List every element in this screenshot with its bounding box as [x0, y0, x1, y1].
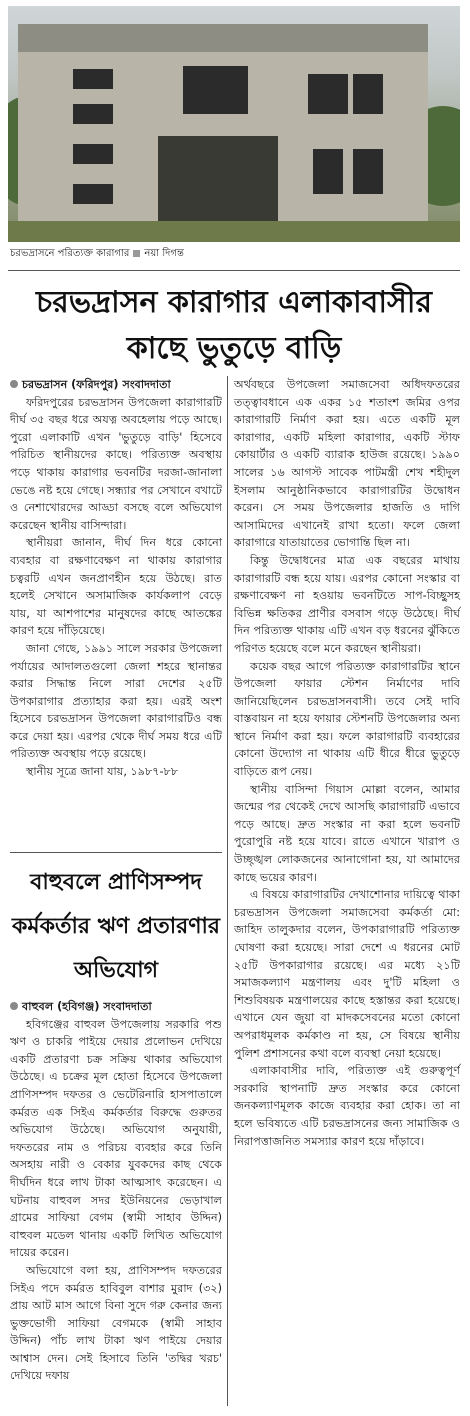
article1-paragraph: ফরিদপুরের চরভদ্রাসন উপজেলা কারাগারটি দীর্ঘ ৩৫ বছর ধরে অযত্ন অবহেলায় পড়ে আছে। পুরো এলাকাটি এখন 'ভুতুড়ে বাড়ি' হিসেবে পরিচিত স্থানীয়দের কাছে। পরিত্যক্ত অবস্থায় পড়ে থাকায় কারাগার ভবনটির দরজা-জানালা ভেঙে নষ্ট হয়ে গেছে। সন্ধ্যার পর সেখানে বখাটে ও নেশাখোরদের আড্ডা বসছে বলে অভিযোগ করেছেন স্থানীয় বাসিন্দারা।	[10, 395, 222, 532]
main-headline-line2: কাছে ভুতুড়ে বাড়ি	[126, 331, 342, 366]
news-photo	[8, 6, 460, 242]
prison-building	[18, 24, 428, 229]
bullet-icon	[10, 1002, 18, 1010]
article1-paragraph: জানা গেছে, ১৯৯১ সালে সরকার উপজেলা পর্যায়ের আদালতগুলো জেলা শহরে স্থানান্তর করার সিদ্ধান্ত নিলে সারা দেশের ২৫টি উপকারাগার প্রত্যাহার করা হয়। এরই অংশ হিসেবে চরভদ্রাসন উপজেলা কারাগারটিও বন্ধ করে দেয়া হয়। এরপর থেকে দীর্ঘ সময় ধরে এটি পরিত্যক্ত অবস্থায় পড়ে রয়েছে।	[10, 641, 222, 761]
article2-paragraph: হবিগঞ্জের বাহুবল উপজেলায় সরকারি পশু ঋণ ও চাকরি পাইয়ে দেয়ার প্রলোভন দেখিয়ে একটি প্রতারণা চক্র সক্রিয় থাকার অভিযোগ উঠেছে। এ চক্রের মূল হোতা হিসেবে উপজেলা প্রাণিসম্পদ দফতর ও ভেটেরিনারি হাসপাতালে কর্মরত এক সিইএ কর্মকর্তার বিরুদ্ধে গুরুতর অভিযোগ উঠেছে। অভিযোগ অনুযায়ী, দফতরের নাম ও পরিচয় ব্যবহার করে তিনি অসহায় নারী ও বেকার যুবকদের কাছ থেকে দীর্ঘদিন ধরে লাখ টাকা আত্মসাৎ করেছেন। এ ঘটনায় বাহুবল সদর ইউনিয়নের ভেড়াখাল গ্রামের সাফিয়া বেগম (স্বামী সাহাব উদ্দিন) বাহুবল মডেল থানায় একটি লিখিত অভিযোগ দায়ের করেন।	[10, 1017, 222, 1260]
article1-paragraph: অর্থবছরে উপজেলা সমাজসেবা অধিদফতরের তত্ত্বাবধানে এক একর ১৫ শতাংশ জমির ওপর কারাগারটি নির্মাণ করা হয়। এতে একটি মূল কারাগার, একটি মহিলা কারাগার, একটি স্টাফ কোয়ার্টার ও একটি ব্যারাক হাউজ রয়েছে। ১৯৯০ সালের ১৬ আগস্ট সাবেক পাটমন্ত্রী শেখ শহীদুল ইসলাম আনুষ্ঠানিকভাবে কারাগারটির উদ্বোধন করেন। সে সময় উপজেলার হাজতি ও দাগি আসামিদের এখানেই রাখা হতো। ফলে জেলা কারাগারে যাতায়াতের ভোগান্তি ছিল না।	[234, 378, 460, 550]
divider	[10, 852, 222, 853]
article1-paragraph: এ বিষয়ে কারাগারটির দেখাশোনার দায়িত্বে থাকা চরভদ্রাসন উপজেলা সমাজসেবা কর্মকর্তা মো: জাহিদ তালুকদার বলেন, উপকারাগারটি পরিত্যক্ত ঘোষণা করা হয়েছে। সারা দেশে এ ধরনের মোট ২৫টি উপকারাগার রয়েছে। এর মধ্যে ২১টি সমাজকল্যাণ মন্ত্রণালয় এবং দু'টি মহিলা ও শিশুবিষয়ক মন্ত্রণালয়ের কাছে হস্তান্তর করা হয়েছে। এখানে যেন জুয়া বা মাদকসেবনের মতো কোনো অপরাধমূলক কর্মকাণ্ড না হয়, সে বিষয়ে স্থানীয় পুলিশ প্রশাসনের কথা বলে ব্যবস্থা নেয়া হয়েছে।	[234, 888, 460, 1060]
caption-separator-icon	[133, 250, 140, 257]
article1-paragraph: কিন্তু উদ্বোধনের মাত্র এক বছরের মাথায় কারাগারটি বন্ধ হয়ে যায়। এরপর কোনো সংস্কার বা রক্ষণাবেক্ষণ না হওয়ায় ভবনটিতে সাপ-বিচ্ছুসহ বিভিন্ন ক্ষতিকর প্রাণীর বসবাস গড়ে উঠেছে। দীর্ঘ দিন পরিত্যক্ত থাকায় এটি এখন বড় ধরনের ঝুঁকিতে পরিণত হয়েছে বলে মনে করছেন স্থানীয়রা।	[234, 553, 460, 655]
article2-paragraph: অভিযোগে বলা হয়, প্রাণিসম্পদ দফতরের সিইএ পদে কর্মরত হাবিবুল বাশার মুরাদ (৩২) প্রায় আট মাস আগে বিনা সুদে গরু কেনার জন্য ভুক্তভোগী সাফিয়া বেগমকে (স্বামী সাহাব উদ্দিন) পাঁচ লাখ টাকা ঋণ পাইয়ে দেয়ার আশ্বাস দেন। সেই হিসাবে তিনি 'তদ্বির খরচ' দেখিয়ে দফায়	[10, 1263, 222, 1383]
article1-paragraph: এলাকাবাসীর দাবি, পরিত্যক্ত এই গুরুত্বপূর্ণ সরকারি স্থাপনাটি দ্রুত সংস্কার করে কোনো জনকল্যাণমূলক কাজে ব্যবহার করা হোক। তা না হলে ভবিষ্যতে এটি চরভদ্রাসনের জন্য সামাজিক ও নিরাপত্তাজনিত সমস্যার কারণ হয়ে দাঁড়াবে।	[234, 1064, 460, 1148]
article1-paragraph: কয়েক বছর আগে পরিত্যক্ত কারাগারটির স্থানে উপজেলা ফায়ার স্টেশন নির্মাণের দাবি জানিয়েছিলেন চরভদ্রাসনবাসী। তবে সেই দাবি বাস্তবায়ন না হয়ে ফায়ার স্টেশনটি উপজেলার অন্য স্থানে নির্মাণ করা হয়। ফলে কারাগারটি ব্যবহারের কোনো উদ্যোগ না থাকায় এটি ধীরে ধীরে ভুতুড়ে বাড়িতে রূপ নেয়।	[234, 659, 460, 779]
article1-left-column	[10, 376, 222, 781]
column-divider	[227, 376, 228, 1406]
article2-byline: বাহুবল (হবিগঞ্জ) সংবাদদাতা	[10, 998, 222, 1016]
main-headline	[8, 280, 460, 372]
photo-caption	[10, 246, 184, 263]
article2-headline: বাহুবলে প্রাণিসম্পদ কর্মকর্তার ঋণ প্রতারণার অভিযোগ	[12, 869, 220, 983]
main-headline-line1: চরভদ্রাসন কারাগার এলাকাবাসীর	[36, 285, 432, 320]
caption-text: চরভদ্রাসনে পরিত্যক্ত কারাগার	[10, 248, 130, 259]
article1-paragraph: স্থানীয়রা জানান, দীর্ঘ দিন ধরে কোনো ব্যবহার বা রক্ষণাবেক্ষণ না থাকায় কারাগার চত্বরটি এখন জনপ্রাণহীন হয়ে উঠছে। রাত হলেই সেখানে অসামাজিক কার্যকলাপ বেড়ে যায়, যা আশপাশের মানুষদের কাছে আতঙ্কের কারণ হয়ে দাঁড়িয়েছে।	[10, 536, 222, 638]
divider	[8, 270, 460, 271]
prison-gate	[158, 136, 278, 229]
article1-right-column	[234, 376, 460, 1150]
article1-byline: চরভদ্রাসন (ফরিদপুর) সংবাদদাতা	[10, 376, 222, 394]
bullet-icon	[10, 380, 18, 388]
article2-column	[10, 998, 222, 1385]
caption-source: নয়া দিগন্ত	[144, 248, 184, 259]
article1-paragraph: স্থানীয় বাসিন্দা গিয়াস মোল্লা বলেন, আমার জন্মের পর থেকেই দেখে আসছি কারাগারটি এভাবে পড়ে আছে। দ্রুত সংস্কার না করা হলে ভবনটি পুরোপুরি নষ্ট হয়ে যাবে। রাতে এখানে খারাপ ও উচ্ছৃঙ্খল লোকজনের আনাগোনা হয়, যা আমাদের কাছে ভয়ের কারণ।	[234, 782, 460, 884]
article1-paragraph: স্থানীয় সূত্রে জানা যায়, ১৯৮৭-৮৮	[26, 765, 179, 779]
